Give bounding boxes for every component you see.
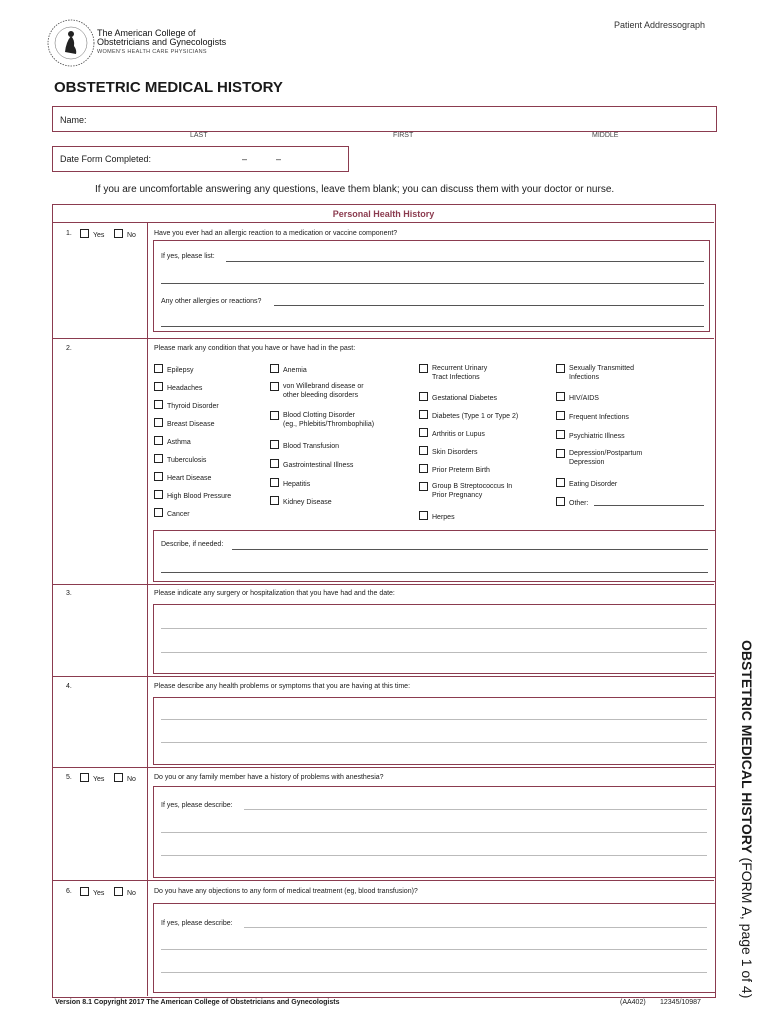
- q6-yes-label: Yes: [93, 890, 105, 897]
- cond-blood-transfusion[interactable]: Blood Transfusion: [270, 440, 339, 451]
- cond-gestational-diabetes[interactable]: Gestational Diabetes: [419, 392, 497, 403]
- logo-line-2: Obstetricians and Gynecologists: [97, 37, 227, 47]
- q2-describe-input[interactable]: [232, 549, 708, 550]
- patient-addressograph: Patient Addressograph: [614, 20, 706, 30]
- cond-frequent-infections[interactable]: Frequent Infections: [556, 411, 629, 422]
- cond-hiv-aids[interactable]: HIV/AIDS: [556, 392, 599, 403]
- q1-no-option[interactable]: [114, 229, 136, 239]
- cond-skin-disorders[interactable]: Skin Disorders: [419, 446, 478, 457]
- q6-no-option[interactable]: [114, 887, 136, 897]
- cond-blood-clotting[interactable]: Blood Clotting Disorder (eg., Phlebitis/Thrombophilia): [270, 411, 374, 429]
- q5-describe-input[interactable]: [244, 809, 707, 810]
- cond-anemia[interactable]: Anemia: [270, 364, 307, 375]
- cond-other-input[interactable]: [594, 505, 704, 506]
- q5-number: 5.: [66, 774, 72, 781]
- cond-gastrointestinal[interactable]: Gastrointestinal Illness: [270, 459, 353, 470]
- row-divider: [52, 338, 714, 339]
- q4-number: 4.: [66, 683, 72, 690]
- q1-other-label: Any other allergies or reactions?: [161, 298, 262, 305]
- side-form-title: [739, 640, 755, 998]
- date-dash-2: –: [276, 154, 282, 164]
- cond-epilepsy[interactable]: Epilepsy: [154, 364, 193, 375]
- divider: [52, 222, 714, 223]
- cond-asthma[interactable]: Asthma: [154, 436, 191, 447]
- q2-describe-input-2[interactable]: [161, 572, 708, 573]
- side-title-bold: OBSTETRIC MEDICAL HISTORY: [739, 640, 755, 854]
- date-completed-field[interactable]: [52, 146, 349, 172]
- page-title: OBSTETRIC MEDICAL HISTORY: [54, 79, 283, 96]
- cond-eating-disorder[interactable]: Eating Disorder: [556, 478, 617, 489]
- q6-line-3[interactable]: [161, 972, 707, 973]
- q5-no-label: No: [127, 776, 136, 783]
- cond-hepatitis[interactable]: Hepatitis: [270, 478, 310, 489]
- cond-herpes[interactable]: Herpes: [419, 511, 455, 522]
- logo-line-1: The American College of: [97, 28, 196, 38]
- name-last-caption: LAST: [190, 132, 208, 139]
- q1-list-label: If yes, please list:: [161, 253, 215, 260]
- q4-line-1: [161, 719, 707, 720]
- q6-yes-option[interactable]: [80, 887, 104, 897]
- footer-code-1: (AA402): [620, 999, 646, 1006]
- q2-question: Please mark any condition that you have or have had in the past:: [154, 345, 356, 352]
- q5-no-checkbox[interactable]: [114, 773, 123, 782]
- name-first-caption: FIRST: [393, 132, 414, 139]
- footer-code-2: 12345/10987: [660, 999, 701, 1006]
- q5-yes-label: Yes: [93, 776, 105, 783]
- q6-number: 6.: [66, 888, 72, 895]
- date-dash-1: –: [242, 154, 248, 164]
- cond-breast-disease[interactable]: Breast Disease: [154, 418, 214, 429]
- q6-describe-input[interactable]: [244, 927, 707, 928]
- q6-line-2[interactable]: [161, 949, 707, 950]
- q6-question: Do you have any objections to any form of medical treatment (eg, blood transfusion)?: [154, 888, 418, 895]
- q1-list-input-2[interactable]: [161, 283, 704, 284]
- q5-line-3[interactable]: [161, 855, 707, 856]
- cond-recurrent-uti[interactable]: Recurrent Urinary Tract Infections: [419, 364, 487, 382]
- q1-yes-checkbox[interactable]: [80, 229, 89, 238]
- cond-psychiatric-illness[interactable]: Psychiatric Illness: [556, 430, 625, 441]
- q6-describe-label: If yes, please describe:: [161, 920, 233, 927]
- q1-list-input[interactable]: [226, 261, 704, 262]
- name-label: Name:: [60, 115, 87, 125]
- q1-yes-label: Yes: [93, 232, 105, 239]
- q6-no-label: No: [127, 890, 136, 897]
- q3-answer-box[interactable]: [153, 604, 716, 674]
- date-label: Date Form Completed:: [60, 154, 152, 164]
- q5-describe-label: If yes, please describe:: [161, 802, 233, 809]
- q1-answer-box: [153, 240, 710, 332]
- name-field[interactable]: [52, 106, 717, 132]
- q1-question: Have you ever had an allergic reaction to a medication or vaccine component?: [154, 230, 398, 237]
- cond-depression[interactable]: Depression/Postpartum Depression: [556, 449, 642, 467]
- q3-number: 3.: [66, 590, 72, 597]
- q1-other-input-2[interactable]: [161, 326, 704, 327]
- cond-kidney-disease[interactable]: Kidney Disease: [270, 496, 332, 507]
- q1-no-checkbox[interactable]: [114, 229, 123, 238]
- cond-other[interactable]: Other:: [556, 497, 588, 508]
- q4-line-2: [161, 742, 707, 743]
- cond-arthritis-lupus[interactable]: Arthritis or Lupus: [419, 428, 485, 439]
- q2-describe-box: [153, 530, 716, 582]
- cond-thyroid-disorder[interactable]: Thyroid Disorder: [154, 400, 219, 411]
- logo-line-3: WOMEN'S HEALTH CARE PHYSICIANS: [97, 49, 207, 55]
- q3-question: Please indicate any surgery or hospitalization that you have had and the date:: [154, 590, 395, 597]
- footer-copyright: Version 8.1 Copyright 2017 The American College of Obstetricians and Gynecologists: [55, 999, 340, 1006]
- q2-number: 2.: [66, 345, 72, 352]
- cond-von-willebrand[interactable]: von Willebrand disease or other bleeding disorders: [270, 382, 364, 400]
- cond-high-blood-pressure[interactable]: High Blood Pressure: [154, 490, 231, 501]
- cond-prior-preterm-birth[interactable]: Prior Preterm Birth: [419, 464, 490, 475]
- cond-tuberculosis[interactable]: Tuberculosis: [154, 454, 206, 465]
- q6-yes-checkbox[interactable]: [80, 887, 89, 896]
- q2-describe-label: Describe, if needed:: [161, 541, 224, 548]
- q5-no-option[interactable]: [114, 773, 136, 783]
- q1-number: 1.: [66, 230, 72, 237]
- q6-answer-box: [153, 903, 716, 993]
- cond-heart-disease[interactable]: Heart Disease: [154, 472, 211, 483]
- q1-other-input[interactable]: [274, 305, 704, 306]
- cond-headaches[interactable]: Headaches: [154, 382, 202, 393]
- cond-group-b-strep[interactable]: Group B Streptococcus In Prior Pregnancy: [419, 482, 512, 500]
- row-divider: [52, 676, 714, 677]
- side-title-rest: (FORM A, page 1 of 4): [739, 853, 755, 999]
- cond-sti[interactable]: Sexually Transmitted Infections: [556, 364, 634, 382]
- q4-question: Please describe any health problems or symptoms that you are having at this time:: [154, 683, 411, 690]
- intro-text: If you are uncomfortable answering any questions, leave them blank; you can discuss them with your doctor or nurse.: [95, 184, 615, 195]
- acog-seal-icon: [46, 18, 96, 68]
- row-divider: [52, 880, 714, 881]
- q6-no-checkbox[interactable]: [114, 887, 123, 896]
- q1-yes-option[interactable]: [80, 229, 104, 239]
- row-divider: [52, 767, 714, 768]
- q4-answer-box[interactable]: [153, 697, 716, 765]
- row-divider: [52, 584, 714, 585]
- section-title: Personal Health History: [332, 209, 435, 219]
- q5-yes-checkbox[interactable]: [80, 773, 89, 782]
- q3-line-1: [161, 628, 707, 629]
- name-middle-caption: MIDDLE: [592, 132, 619, 139]
- cond-cancer[interactable]: Cancer: [154, 508, 190, 519]
- q1-no-label: No: [127, 232, 136, 239]
- q5-yes-option[interactable]: [80, 773, 104, 783]
- acog-logo-text: [97, 29, 226, 57]
- q3-line-2: [161, 652, 707, 653]
- cond-diabetes[interactable]: Diabetes (Type 1 or Type 2): [419, 410, 518, 421]
- q5-line-2[interactable]: [161, 832, 707, 833]
- q5-question: Do you or any family member have a history of problems with anesthesia?: [154, 774, 384, 781]
